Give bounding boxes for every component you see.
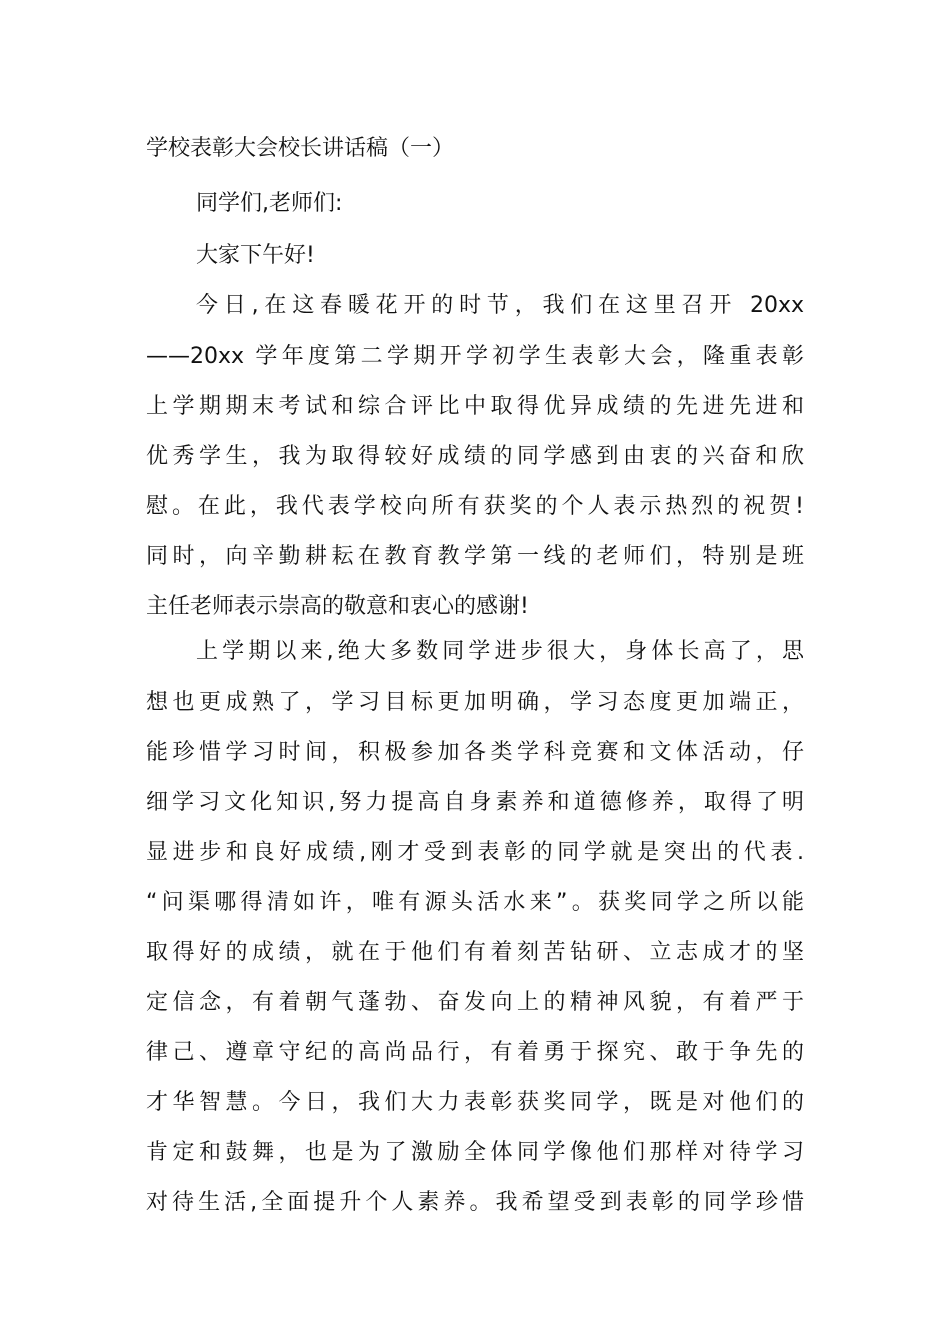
- paragraph2-line: 显进步和良好成绩,刚才受到表彰的同学就是突出的代表.: [146, 840, 804, 865]
- paragraph2-line: 取得好的成绩，就在于他们有着刻苦钻研、立志成才的坚: [146, 940, 804, 965]
- paragraph2-line: 能珍惜学习时间，积极参加各类学科竞赛和文体活动，仔: [146, 740, 804, 765]
- paragraph2-line: 细学习文化知识,努力提高自身素养和道德修养，取得了明: [146, 790, 804, 815]
- paragraph1-line: 慰。在此，我代表学校向所有获奖的个人表示热烈的祝贺!: [146, 494, 804, 519]
- salutation-line: 大家下午好!: [196, 243, 315, 268]
- paragraph1-line: 同时，向辛勤耕耘在教育教学第一线的老师们，特别是班: [146, 544, 804, 569]
- paragraph2-line: 定信念，有着朝气蓬勃、奋发向上的精神风貌，有着严于: [146, 990, 804, 1015]
- paragraph2-line: 才华智慧。今日，我们大力表彰获奖同学，既是对他们的: [146, 1090, 804, 1115]
- paragraph2-line: 肯定和鼓舞，也是为了激励全体同学像他们那样对待学习: [146, 1140, 804, 1165]
- paragraph2-line: 律己、遵章守纪的高尚品行，有着勇于探究、敢于争先的: [146, 1040, 804, 1065]
- paragraph2-line: 想也更成熟了，学习目标更加明确，学习态度更加端正，: [146, 690, 804, 715]
- paragraph1-line: 主任老师表示崇高的敬意和衷心的感谢!: [146, 594, 529, 619]
- document-title: 学校表彰大会校长讲话稿（一）: [146, 136, 455, 161]
- paragraph1-line: 上学期期末考试和综合评比中取得优异成绩的先进先进和: [146, 394, 804, 419]
- paragraph2-line: 上学期以来,绝大多数同学进步很大，身体长高了，思: [196, 639, 804, 664]
- paragraph1-line: ——20xx 学年度第二学期开学初学生表彰大会，隆重表彰: [146, 344, 804, 369]
- paragraph2-line: 对待生活,全面提升个人素养。我希望受到表彰的同学珍惜: [146, 1190, 804, 1215]
- greeting-line: 同学们,老师们:: [196, 191, 343, 216]
- paragraph2-line: “问渠哪得清如许，唯有源头活水来”。获奖同学之所以能: [146, 890, 804, 915]
- paragraph1-line: 优秀学生，我为取得较好成绩的同学感到由衷的兴奋和欣: [146, 444, 804, 469]
- paragraph1-line: 今日,在这春暖花开的时节，我们在这里召开 20xx: [196, 293, 804, 318]
